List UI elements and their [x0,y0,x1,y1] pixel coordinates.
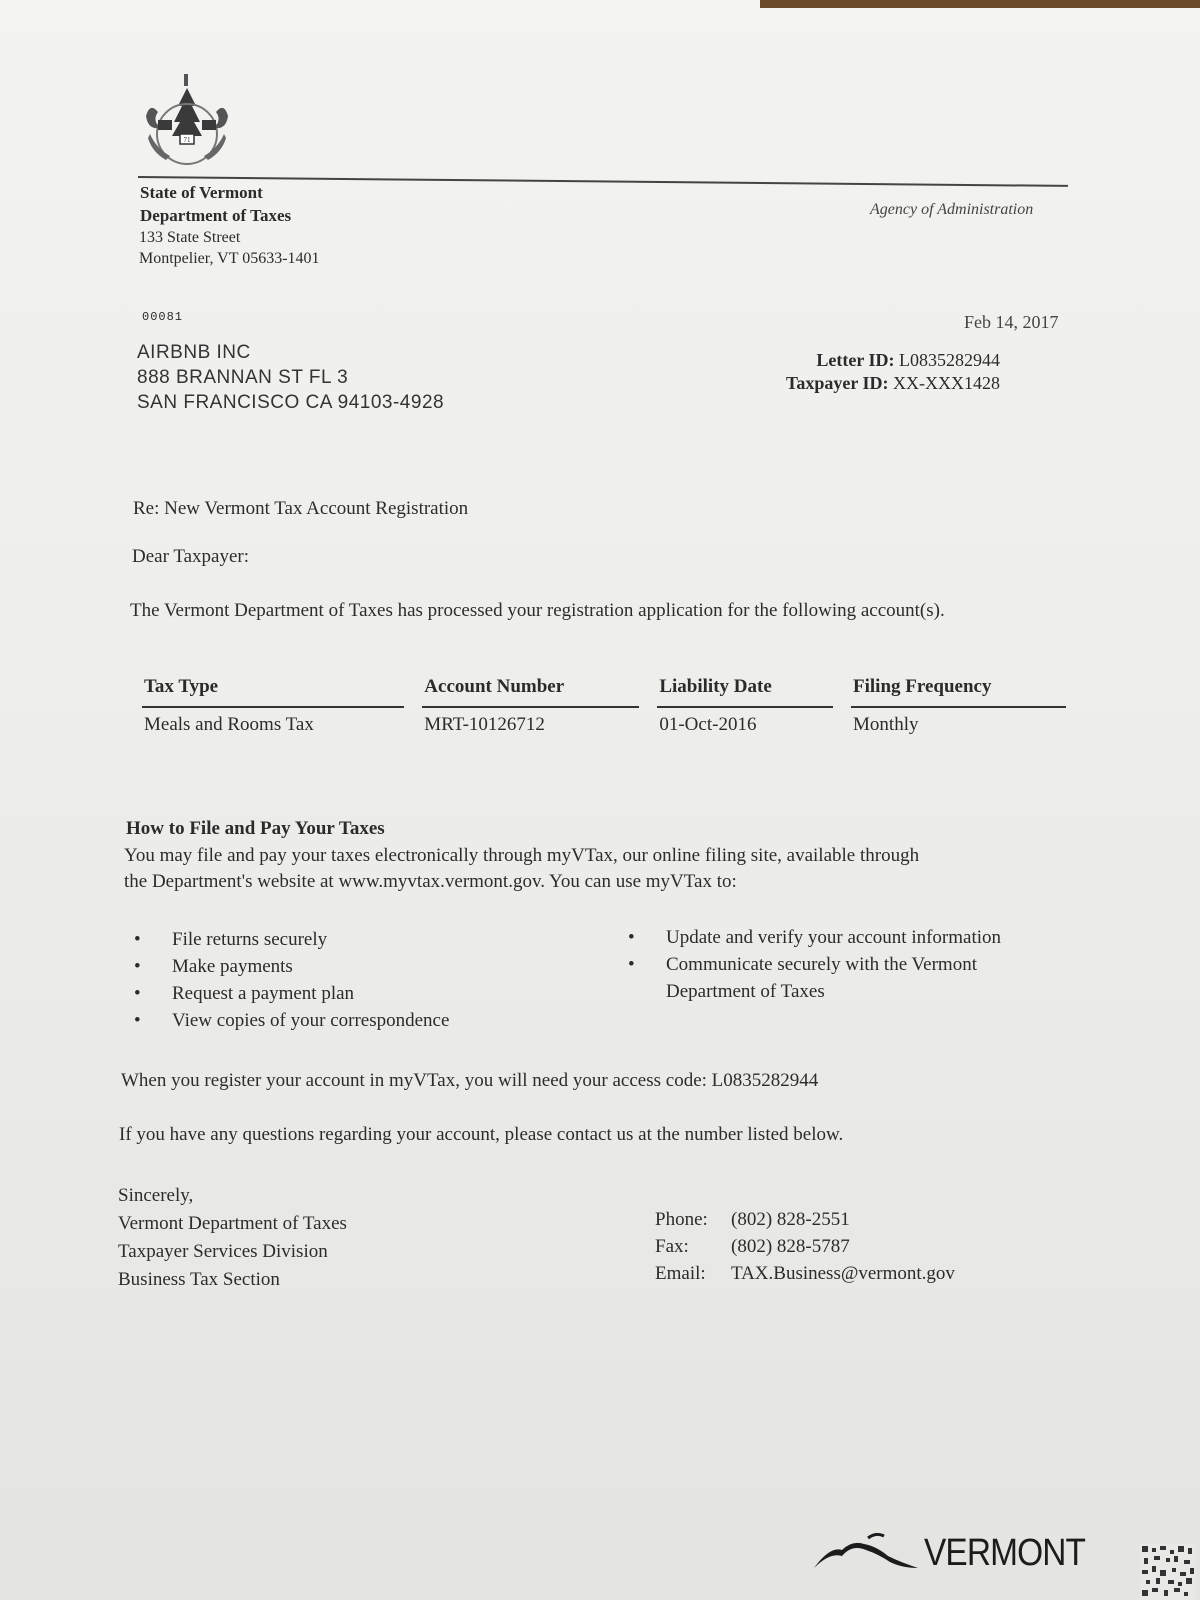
how-to-line-2: the Department's website at www.myvtax.vermont.gov. You can use myVTax to: [124,871,737,892]
list-item: • Request a payment plan [126,980,566,1007]
agency-city: Montpelier, VT 05633-1401 [139,250,320,267]
recipient-street: 888 BRANNAN ST FL 3 [137,367,349,388]
contact-block [655,1206,955,1287]
letter-ids [700,350,1000,394]
barcode-icon [1140,1544,1196,1600]
taxpayer-id-label: Taxpayer ID: [785,373,889,393]
footer-logo-text: VERMONT [924,1532,1086,1574]
svg-text:71: 71 [183,136,191,144]
letter-id-label: Letter ID: [816,350,895,370]
left-bullet-list [126,926,566,1034]
questions-text: If you have any questions regarding your account, please contact us at the number listed below. [119,1124,844,1145]
letter-code: 00081 [142,310,184,324]
agency-department: Department of Taxes [140,206,292,225]
how-to-heading: How to File and Pay Your Taxes [126,818,385,839]
re-line: Re: New Vermont Tax Account Registration [133,498,469,519]
mountain-icon [812,1528,922,1580]
salutation: Dear Taxpayer: [132,546,250,567]
phone-label: Phone: [655,1209,708,1230]
how-to-line-1: You may file and pay your taxes electronically through myVTax, our online filing site, available through [124,845,920,866]
list-item: • Update and verify your account information [620,924,1070,951]
taxpayer-id: XX-XXX1428 [893,373,1000,393]
sign-off: Sincerely, [118,1185,194,1206]
list-item: • View copies of your correspondence [126,1007,566,1034]
letter-id: L0835282944 [899,350,1000,370]
list-item: • Make payments [126,953,566,980]
recipient-name: AIRBNB INC [137,342,251,363]
col-tax-type: Tax Type [142,676,404,708]
agency-state: State of Vermont [140,183,263,202]
agency-street: 133 State Street [139,229,241,246]
col-liability-date: Liability Date [657,676,833,708]
filing-frequency-cell: Monthly [853,714,919,735]
email-label: Email: [655,1263,706,1284]
desk-edge [760,0,1200,8]
vermont-seal-icon [140,72,234,170]
tax-type-cell: Meals and Rooms Tax [144,714,314,735]
vermont-footer-logo [812,1528,1092,1580]
right-bullet-list [620,924,1070,1005]
access-code-text: When you register your account in myVTax, you will need your access code: L0835282944 [121,1070,819,1091]
phone-number: (802) 828-2551 [731,1209,850,1230]
fax-number: (802) 828-5787 [731,1236,850,1257]
fax-label: Fax: [655,1236,689,1257]
recipient-city: SAN FRANCISCO CA 94103-4928 [137,392,445,413]
closing-block [118,1182,347,1294]
recipient-address [137,340,444,415]
account-number-cell: MRT-10126712 [424,714,545,735]
email-address: TAX.Business@vermont.gov [731,1263,955,1284]
closing-line-3: Business Tax Section [118,1269,280,1290]
intro-paragraph: The Vermont Department of Taxes has processed your registration application for the following account(s). [130,600,945,621]
liability-date-cell: 01-Oct-2016 [659,714,757,735]
col-filing-frequency: Filing Frequency [851,676,1066,708]
list-item: • File returns securely [126,926,566,953]
closing-line-1: Vermont Department of Taxes [118,1213,347,1234]
accounts-header-row [142,676,1066,708]
letter-date: Feb 14, 2017 [964,312,1059,332]
list-item: • Communicate securely with the Vermont Department of Taxes [620,951,1070,1005]
header-rule [138,176,1068,187]
col-account-number: Account Number [422,676,639,708]
table-row [142,708,1066,736]
agency-tagline: Agency of Administration [870,201,1034,218]
accounts-table [124,676,1084,736]
closing-line-2: Taxpayer Services Division [118,1241,328,1262]
